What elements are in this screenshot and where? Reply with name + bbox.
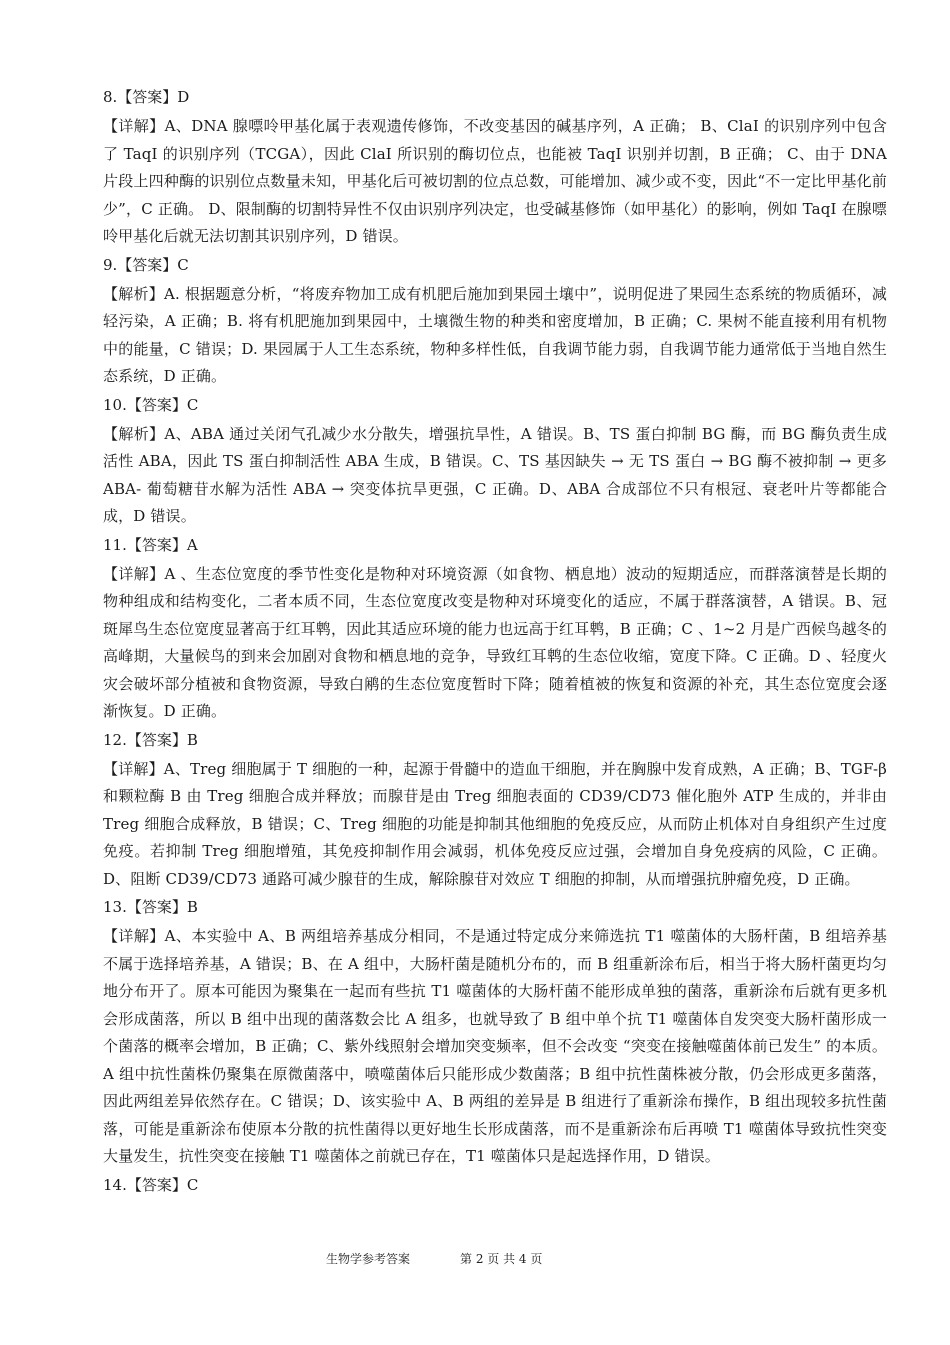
answer-heading-10: 10.【答案】C [103,395,199,414]
explanation-10: 【解析】A、ABA 通过关闭气孔减少水分散失，增强抗旱性，A 错误。B、TS 蛋白抑制 BG 酶，而 BG 酶负责生成活性 ABA，因此 TS 蛋白抑制活性 ABA 生成，B 错误。C、TS 基因缺失 → 无 TS 蛋白 → BG 酶不被抑制 → 更多 ABA- 葡萄糖苷水解为活性 ABA → 突变体抗旱更强，C 正确。D、ABA 合成部位不只有根冠、衰老叶片等都能合成，D 错误。 [103,424,887,525]
footer-subject: 生物学参考答案 [326,1252,411,1266]
answer-heading-9: 9.【答案】C [103,255,189,274]
answer-heading-13: 13.【答案】B [103,898,198,916]
explanation-9: 【解析】A. 根据题意分析，“将废弃物加工成有机肥后施加到果园土壤中”，说明促进了果园生态系统的物质循环，减轻污染，A 正确；B. 将有机肥施加到果园中，土壤微生物的种类和密度增加，B 正确；C. 果树不能直接利用有机物中的能量，C 错误；D. 果园属于人工生态系统，物种多样性低，自我调节能力弱，自我调节能力通常低于当地自然生态系统，D 正确。 [103,284,887,385]
answer-heading-11: 11.【答案】A [103,535,198,554]
answer-document [103,86,887,1201]
answer-heading-8: 8.【答案】D [103,88,190,106]
explanation-13: 【详解】A、本实验中 A、B 两组培养基成分相同，不是通过特定成分来筛选抗 T1 噬菌体的大肠杆菌，B 组培养基不属于选择培养基，A 错误；B、在 A 组中，大肠杆菌是随机分布的，而 B 组重新涂布后，相当于将大肠杆菌更均匀地分布开了。原本可能因为聚集在一起而有些抗 T1 噬菌体的大肠杆菌不能形成单独的菌落，重新涂布后就有更多机会形成菌落，所以 B 组中出现的菌落数会比 A 组多，也就导致了 B 组中单个抗 T1 噬菌体自发突变大肠杆菌形成一个菌落的概率会增加，B 正确；C、紫外线照射会增加突变频率，但不会改变 “突变在接触噬菌体前已发生” 的本质。A 组中抗性菌株仍聚集在原微菌落中，喷噬菌体后只能形成少数菌落；B 组中抗性菌株被分散，仍会形成更多菌落，因此两组差异依然存在。C 错误；D、该实验中 A、B 两组的差异是 B 组进行了重新涂布操作，B 组出现较多抗性菌落，可能是重新涂布使原本分散的抗性菌得以更好地生长形成菌落，而不是重新涂布后再喷 T1 噬菌体导致抗性突变大量发生，抗性突变在接触 T1 噬菌体之前就已存在，T1 噬菌体只是起选择作用，D 错误。 [103,927,887,1165]
footer-page-number: 第 2 页 共 4 页 [460,1252,543,1266]
answer-heading-12: 12.【答案】B [103,730,198,749]
answer-heading-14: 14.【答案】C [103,1175,199,1194]
explanation-11: 【详解】A 、生态位宽度的季节性变化是物种对环境资源（如食物、栖息地）波动的短期适应，而群落演替是长期的物种组成和结构变化，二者本质不同，生态位宽度改变是物种对环境变化的适应，不属于群落演替，A 错误。B、冠斑犀鸟生态位宽度显著高于红耳鹎，因此其适应环境的能力也远高于红耳鹎，B 正确；C 、1~2 月是广西候鸟越冬的高峰期，大量候鸟的到来会加剧对食物和栖息地的竞争，导致红耳鹎的生态位收缩，宽度下降。C 正确。D 、轻度火灾会破坏部分植被和食物资源，导致白鹇的生态位宽度暂时下降；随着植被的恢复和资源的补充，其生态位宽度会逐渐恢复。D 正确。 [103,564,887,720]
explanation-8: 【详解】A、DNA 腺嘌呤甲基化属于表观遗传修饰，不改变基因的碱基序列，A 正确； B、ClaI 的识别序列中包含了 TaqI 的识别序列（TCGA），因此 ClaI 所识别的酶切位点，也能被 TaqI 识别并切割，B 正确； C、由于 DNA 片段上四种酶的识别位点数量未知，甲基化后可被切割的位点总数，可能增加、减少或不变，因此“不一定比甲基化前少”，C 正确。 D、限制酶的切割特异性不仅由识别序列决定，也受碱基修饰（如甲基化）的影响，例如 TaqI 在腺嘌呤甲基化后就无法切割其识别序列，D 错误。 [103,117,887,245]
explanation-12: 【详解】A、Treg 细胞属于 T 细胞的一种，起源于骨髓中的造血干细胞，并在胸腺中发育成熟，A 正确；B、TGF-β 和颗粒酶 B 由 Treg 细胞合成并释放；而腺苷是由 Treg 细胞表面的 CD39/CD73 催化胞外 ATP 生成的，并非由 Treg 细胞合成释放，B 错误；C、Treg 细胞的功能是抑制其他细胞的免疫反应，从而防止机体对自身组织产生过度免疫。若抑制 Treg 细胞增殖，其免疫抑制作用会减弱，机体免疫反应过强，会增加自身免疫病的风险，C 正确。 D、阻断 CD39/CD73 通路可减少腺苷的生成，解除腺苷对效应 T 细胞的抑制，从而增强抗肿瘤免疫，D 正确。 [103,759,887,888]
